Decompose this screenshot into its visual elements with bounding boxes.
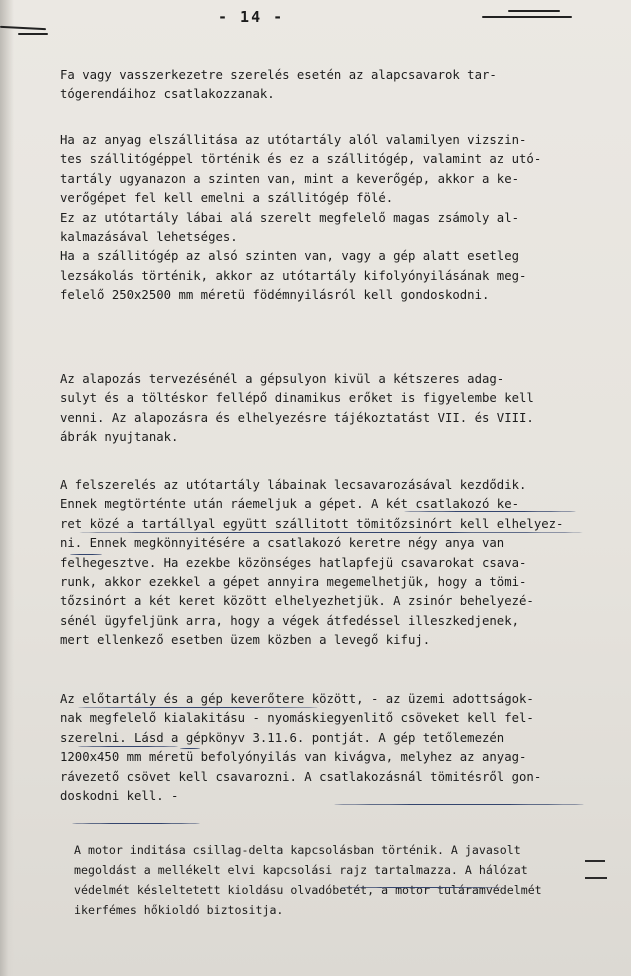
- handwritten-underline: [70, 554, 102, 555]
- text-line: nak megfelelő kialakitásu - nyomáskiegyenlitő csöveket kell fel-: [60, 711, 534, 726]
- text-line: Ha a szállitógép az alsó szinten van, vagy a gép alatt esetleg: [60, 249, 520, 264]
- text-line: verőgépet fel kell emelni a szállitógép fölé.: [60, 191, 394, 206]
- handwritten-underline: [180, 748, 200, 749]
- scan-mark: [508, 10, 560, 12]
- handwritten-underline: [334, 804, 584, 805]
- paragraph: [60, 66, 580, 105]
- text-line: sulyt és a töltéskor fellépő dinamikus erőket is figyelembe kell: [60, 391, 534, 406]
- handwritten-underline: [78, 532, 584, 533]
- handwritten-underline: [404, 511, 576, 512]
- text-line: Az alapozás tervezésénél a gépsulyon kivül a kétszeres adag-: [60, 372, 505, 386]
- text-line: szerelni. Lásd a gépkönyv 3.11.6. pontját. A gép tetőlemezén: [60, 730, 505, 745]
- paragraph: [60, 370, 580, 448]
- text-line: ábrák nyujtanak.: [60, 430, 179, 445]
- text-line: kalmazásával lehetséges.: [60, 230, 238, 245]
- text-line: felhegesztve. Ha ezekbe közönséges hatlapfejü csavarokat csava-: [60, 555, 527, 570]
- paragraph: [60, 131, 580, 306]
- text-line: Ennek megtörténte után ráemeljuk a gépet. A két csatlakozó ke-: [60, 497, 520, 512]
- scan-mark: [18, 33, 48, 35]
- text-line: doskodni kell. -: [60, 789, 179, 804]
- text-line: A motor inditása csillag-delta kapcsolásban történik. A javasolt: [74, 843, 521, 857]
- margin-mark: [585, 860, 605, 862]
- text-line: tartály ugyanazon a szinten van, mint a keverőgép, akkor a ke-: [60, 171, 520, 186]
- page-number: - 14 -: [218, 8, 285, 26]
- text-line: mert ellenkező esetben üzem közben a levegő kifuj.: [60, 633, 431, 648]
- text-line: megoldást a mellékelt elvi kapcsolási rajz tartalmazza. A hálózat: [74, 863, 528, 877]
- text-line: runk, akkor ezekkel a gépet annyira megemelhetjük, hogy a tömi-: [60, 575, 527, 590]
- handwritten-underline: [78, 707, 318, 708]
- text-line: Az előtartály és a gép keverőtere között, - az üzemi adottságok-: [60, 692, 534, 706]
- text-line: tógerendáihoz csatlakozzanak.: [60, 87, 275, 102]
- text-line: sénél ügyfeljünk arra, hogy a végek átfedéssel illeszkedjenek,: [60, 613, 520, 628]
- text-line: ikerfémes hőkioldó biztositja.: [74, 903, 284, 917]
- handwritten-underline: [72, 823, 200, 824]
- margin-mark: [585, 877, 607, 879]
- text-line: ni. Ennek megkönnyitésére a csatlakozó keretre négy anya van: [60, 536, 505, 551]
- text-line: tes szállitógéppel történik és ez a szállitógép, valamint az utó-: [60, 152, 542, 167]
- paragraph: [60, 476, 580, 651]
- text-line: A felszerelés az utótartály lábainak lecsavarozásával kezdődik.: [60, 478, 527, 492]
- text-line: felelő 250x2500 mm méretü födémnyilásról kell gondoskodni.: [60, 288, 490, 303]
- handwritten-underline: [78, 746, 178, 747]
- text-line: ret közé a tartállyal együtt szállitott tömitőzsinórt kell elhelyez-: [60, 516, 564, 531]
- text-line: tőzsinórt a két keret között elhelyezhetjük. A zsinór behelyezé-: [60, 594, 534, 609]
- text-line: védelmét késleltetett kioldásu olvadóbetét, a motor tuláramvédelmét: [74, 883, 542, 897]
- text-line: Fa vagy vasszerkezetre szerelés esetén az alapcsavarok tar-: [60, 68, 497, 82]
- text-line: lezsákolás történik, akkor az utótartály kifolyónyilásának meg-: [60, 268, 527, 283]
- text-line: Ha az anyag elszállitása az utótartály alól valamilyen vizszin-: [60, 133, 527, 147]
- scan-mark: [482, 16, 572, 18]
- text-line: rávezető csövet kell csavarozni. A csatlakozásnál tömitésről gon-: [60, 769, 542, 784]
- text-line: Ez az utótartály lábai alá szerelt megfelelő magas zsámoly al-: [60, 210, 520, 225]
- paragraph: [74, 840, 586, 920]
- handwritten-underline: [340, 887, 502, 888]
- text-line: venni. Az alapozásra és elhelyezésre tájékoztatást VII. és VIII.: [60, 410, 534, 425]
- page-shadow-edge: [0, 0, 14, 976]
- text-line: 1200x450 mm méretü befolyónyilás van kivágva, melyhez az anyag-: [60, 750, 527, 765]
